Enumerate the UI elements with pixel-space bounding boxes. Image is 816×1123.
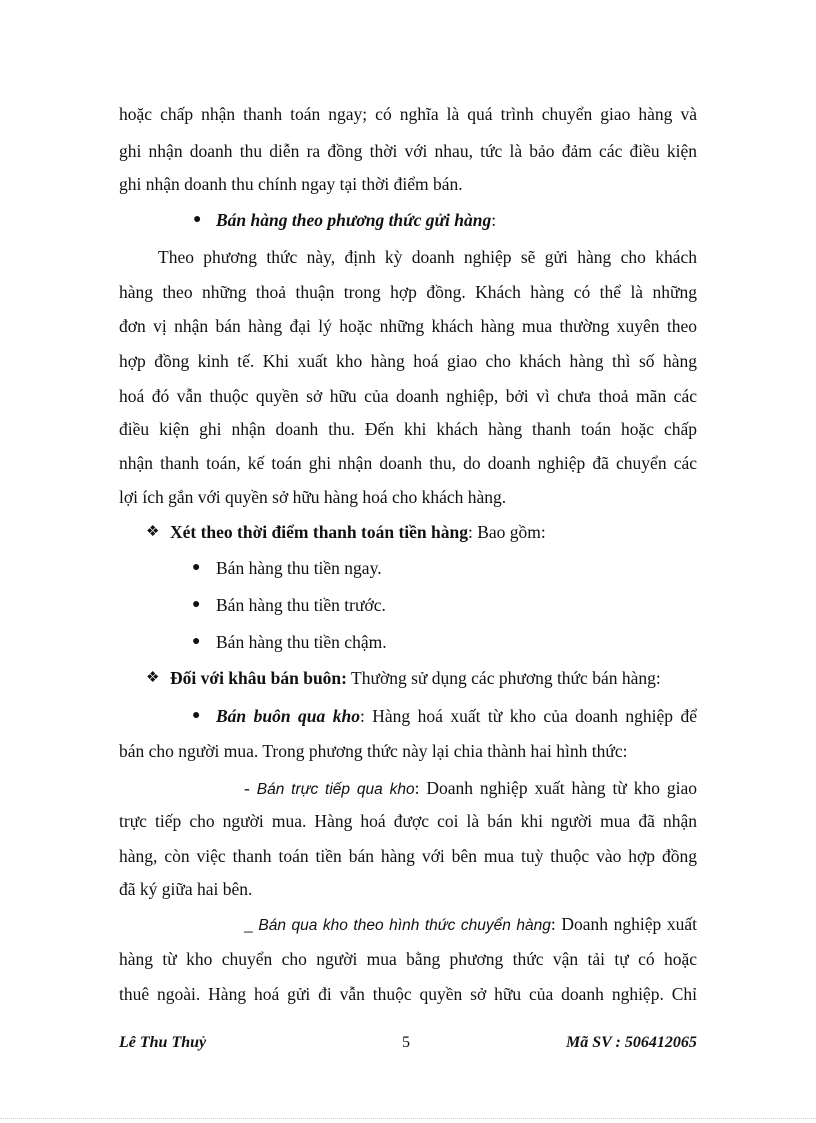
paragraph-line: bán cho người mua. Trong phương thức này lại chia thành hai hình thức: [119, 741, 628, 761]
truc-tiep-rest: : Doanh nghiệp xuất hàng từ kho giao [414, 778, 697, 798]
footer-author: Lê Thu Thuỷ [119, 1034, 207, 1051]
chuyen-hang-rest: : Doanh nghiệp xuất [550, 914, 698, 934]
section-heading-ban-buon [170, 667, 661, 689]
paragraph-line: điều kiện ghi nhận doanh thu. Đến khi khách hàng thanh toán hoặc chấp [119, 419, 697, 439]
list-item: Bán hàng thu tiền ngay. [216, 558, 382, 578]
section-heading-thoi-diem [170, 521, 546, 543]
paragraph-line: hợp đồng kinh tế. Khi xuất kho hàng hoá giao cho khách hàng thì số hàng [119, 351, 697, 371]
heading-gui-hang [216, 209, 496, 231]
footer-student-id: Mã SV : 506412065 [566, 1034, 697, 1051]
section-bold: Xét theo thời điểm thanh toán tiền hàng [170, 522, 468, 542]
paragraph-line: đã ký giữa hai bên. [119, 879, 253, 899]
section-rest: : Bao gồm: [467, 522, 546, 542]
paragraph-line: hàng, còn việc thanh toán tiền bán hàng với bên mua tuỳ thuộc vào hợp đồng [119, 846, 697, 866]
underscore-prefix: _ [244, 914, 259, 934]
bullet-icon: ● [192, 597, 201, 612]
ban-buon-qua-kho-line [216, 705, 697, 727]
paragraph-line: Theo phương thức này, định kỳ doanh nghiệp sẽ gửi hàng cho khách [158, 247, 697, 267]
diamond-bullet-icon: ❖ [146, 524, 160, 540]
list-item: Bán hàng thu tiền chậm. [216, 632, 387, 652]
paragraph-line: trực tiếp cho người mua. Hàng hoá được coi là bán khi người mua đã nhận [119, 811, 697, 831]
paragraph-line: hoá đó vẫn thuộc quyền sở hữu của doanh nghiệp, bởi vì chưa thoả mãn các [119, 386, 697, 406]
chuyen-hang-line [244, 913, 697, 937]
chuyen-hang-label: Bán qua kho theo hình thức chuyển hàng [258, 917, 551, 934]
section-bold: Đối với khâu bán buôn: [170, 668, 347, 688]
page-bottom-border [0, 1118, 816, 1119]
ban-buon-rest: : Hàng hoá xuất từ kho của doanh nghiệp để [359, 706, 697, 726]
paragraph-line: thuê ngoài. Hàng hoá gửi đi vẫn thuộc quyền sở hữu của doanh nghiệp. Chỉ [119, 984, 697, 1004]
bullet-icon: ● [193, 212, 202, 227]
section-rest: Thường sử dụng các phương thức bán hàng: [347, 668, 661, 688]
bullet-icon: ● [192, 708, 201, 723]
truc-tiep-line [244, 777, 697, 801]
list-item: Bán hàng thu tiền trước. [216, 595, 386, 615]
paragraph-line: ghi nhận doanh thu chính ngay tại thời điểm bán. [119, 174, 463, 194]
paragraph-line: đơn vị nhận bán hàng đại lý hoặc những khách hàng mua thường xuyên theo [119, 316, 697, 336]
paragraph-line: ghi nhận doanh thu diễn ra đồng thời với nhau, tức là bảo đảm các điều kiện [119, 141, 697, 161]
paragraph-line: hàng từ kho chuyển cho người mua bằng phương thức vận tải tự có hoặc [119, 949, 697, 969]
footer-page-number: 5 [402, 1034, 410, 1051]
bullet-icon: ● [192, 634, 201, 649]
paragraph-line: hàng theo những thoả thuận trong hợp đồng. Khách hàng có thể là những [119, 282, 697, 302]
heading-label: Bán hàng theo phương thức gửi hàng [216, 210, 492, 230]
paragraph-line: hoặc chấp nhận thanh toán ngay; có nghĩa là quá trình chuyển giao hàng và [119, 104, 697, 124]
paragraph-line: lợi ích gắn với quyền sở hữu hàng hoá cho khách hàng. [119, 487, 507, 507]
heading-suffix: : [491, 210, 497, 230]
ban-buon-label: Bán buôn qua kho [216, 706, 360, 726]
dash-prefix: - [244, 778, 257, 798]
diamond-bullet-icon: ❖ [146, 670, 160, 686]
paragraph-line: nhận thanh toán, kế toán ghi nhận doanh thu, do doanh nghiệp đã chuyển các [119, 453, 697, 473]
truc-tiep-label: Bán trực tiếp qua kho [256, 781, 415, 798]
bullet-icon: ● [192, 560, 201, 575]
